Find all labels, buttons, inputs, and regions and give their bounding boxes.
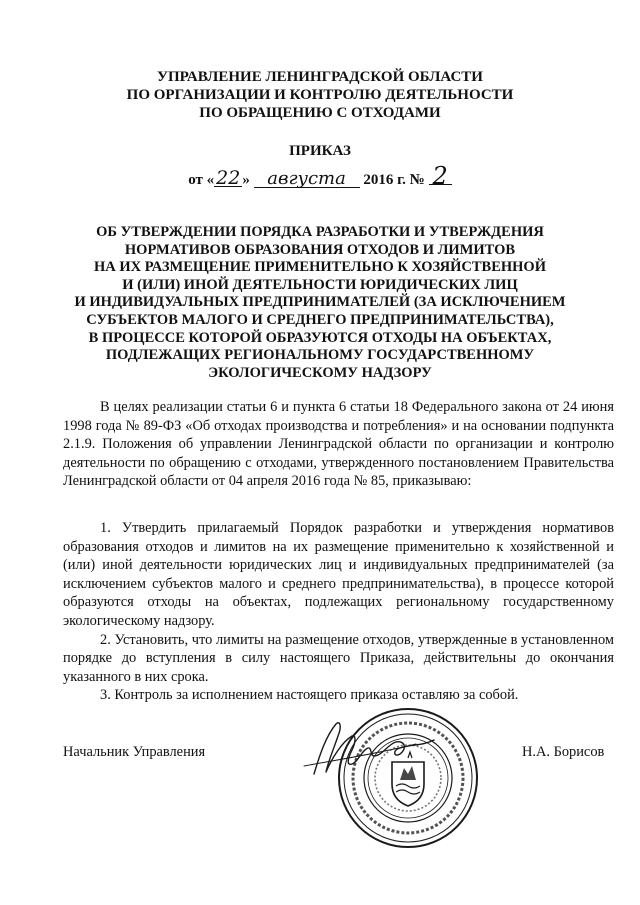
title-line: ПОДЛЕЖАЩИХ РЕГИОНАЛЬНОМУ ГОСУДАРСТВЕННОМУ bbox=[105, 347, 535, 364]
title-line: В ПРОЦЕССЕ КОТОРОЙ ОБРАЗУЮТСЯ ОТХОДЫ НА ОБЪЕКТАХ, bbox=[88, 329, 552, 346]
document-type: ПРИКАЗ bbox=[289, 143, 351, 159]
preamble-paragraph: В целях реализации статьи 6 и пункта 6 статьи 18 Федерального закона от 24 июня 1998 года № 89-ФЗ «Об отходах производства и потребления» и на основании подпункта 2.1.9. Положения об управлении Ленинградской области по организации и контролю деятельности по обращению с отходами, утвержденного постановлением Правительства Ленинградской области от 04 апреля 2016 года № 85, приказываю: bbox=[63, 399, 614, 490]
quote-close: » bbox=[242, 172, 250, 188]
order-items bbox=[63, 519, 614, 705]
handwritten-day: 22 bbox=[216, 167, 241, 189]
org-line: ПО ОРГАНИЗАЦИИ И КОНТРОЛЮ ДЕЯТЕЛЬНОСТИ bbox=[126, 87, 514, 103]
handwritten-month: августа bbox=[254, 171, 360, 188]
preamble-block bbox=[63, 398, 614, 491]
title-line: ОБ УТВЕРЖДЕНИИ ПОРЯДКА РАЗРАБОТКИ И УТВЕРЖДЕНИЯ bbox=[96, 224, 544, 240]
date-prefix: от « bbox=[188, 172, 215, 188]
handwritten-number: 2 bbox=[429, 168, 452, 185]
order-item: 1. Утвердить прилагаемый Порядок разработки и утверждения нормативов образования отходов и лимитов на их размещение применительно к хозяйственной и (или) иной деятельности юридических лиц и индивидуальных предпринимателей (за исключением субъектов малого и среднего предпринимательства), в процессе которой образуются отходы на объектах, подлежащих региональному государственному экологическому надзору. bbox=[63, 520, 614, 629]
signatory-name: Н.А. Борисов bbox=[522, 744, 605, 760]
title-line: И (ИЛИ) ИНОЙ ДЕЯТЕЛЬНОСТИ ЮРИДИЧЕСКИХ ЛИЦ bbox=[122, 276, 518, 293]
org-line: УПРАВЛЕНИЕ ЛЕНИНГРАДСКОЙ ОБЛАСТИ bbox=[157, 69, 483, 85]
signatory-position: Начальник Управления bbox=[63, 744, 206, 760]
title-line: ЭКОЛОГИЧЕСКОМУ НАДЗОРУ bbox=[208, 364, 432, 381]
title-line: И ИНДИВИДУАЛЬНЫХ ПРЕДПРИНИМАТЕЛЕЙ (ЗА ИСКЛЮЧЕНИЕМ bbox=[74, 294, 566, 311]
organization-header bbox=[0, 68, 640, 122]
org-line: ПО ОБРАЩЕНИЮ С ОТХОДАМИ bbox=[199, 105, 441, 121]
title-line: НОРМАТИВОВ ОБРАЗОВАНИЯ ОТХОДОВ И ЛИМИТОВ bbox=[124, 241, 516, 258]
document-title bbox=[0, 224, 640, 382]
order-item: 2. Установить, что лимиты на размещение отходов, утвержденные в установленном порядке до вступления в силу настоящего Приказа, действительны до окончания указанного в них срока. bbox=[63, 631, 614, 685]
order-date-number bbox=[0, 162, 640, 191]
handwritten-signature bbox=[296, 714, 446, 784]
year-text: 2016 г. № bbox=[363, 172, 425, 188]
order-item: 3. Контроль за исполнением настоящего приказа оставляю за собой. bbox=[100, 687, 519, 704]
title-line: НА ИХ РАЗМЕЩЕНИЕ ПРИМЕНИТЕЛЬНО К ХОЗЯЙСТВЕННОЙ bbox=[94, 259, 546, 276]
title-line: СУБЪЕКТОВ МАЛОГО И СРЕДНЕГО ПРЕДПРИНИМАТЕЛЬСТВА), bbox=[86, 311, 554, 328]
